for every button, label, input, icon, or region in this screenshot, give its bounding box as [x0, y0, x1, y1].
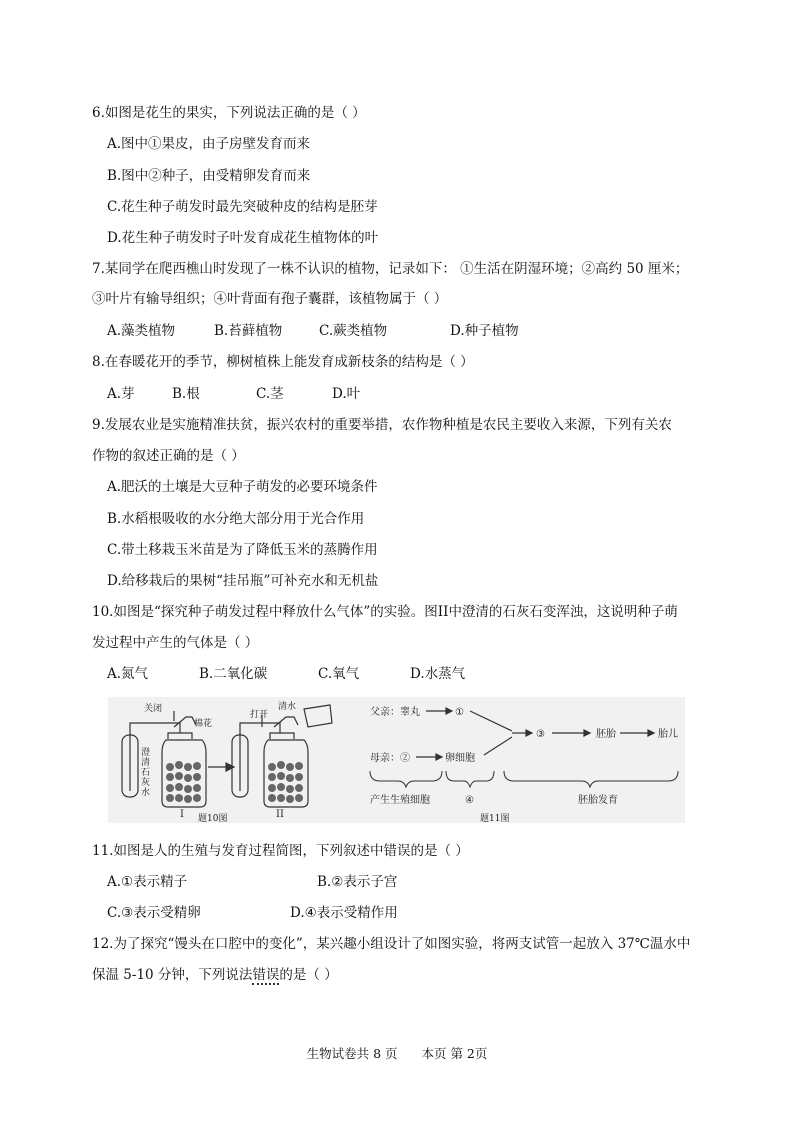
- question-7-option-b: B.苔藓植物: [214, 323, 283, 339]
- question-9-stem-line-1: 9.发展农业是实施精准扶贫，振兴农村的重要举措，农作物种植是农民主要收入来源，下列有关农: [92, 417, 672, 433]
- question-8-option-d: D.叶: [332, 386, 361, 402]
- figure-10-caption: 题10图: [198, 814, 228, 823]
- question-11-option-d: D.④表示受精作用: [290, 905, 398, 921]
- question-11-option-c: C.③表示受精卵: [107, 905, 201, 921]
- question-12-emphasis: 错误: [252, 967, 280, 983]
- question-10-stem-line-1: 10.如图是“探究种子萌发过程中释放什么气体”的实验。图II中澄清的石灰石变浑浊，这说明种子萌: [92, 604, 678, 620]
- question-6-option-a: A.图中①果皮，由子房壁发育而来: [107, 136, 311, 152]
- figure-11-egg-label: 卵细胞: [445, 753, 475, 764]
- figure-11-mother-label: 母亲：②: [370, 753, 410, 764]
- question-6-stem: 6.如图是花生的果实，下列说法正确的是（ ）: [92, 105, 366, 121]
- question-6-option-b: B.图中②种子，由受精卵发育而来: [107, 168, 311, 184]
- question-10-option-d: D.水蒸气: [410, 666, 466, 682]
- figure-10-seeds-1: [166, 761, 201, 803]
- figure-10-water-label: 清水: [278, 702, 297, 712]
- figure-10-seeds-2: [268, 761, 303, 803]
- question-7-stem-line-2: ③叶片有输导组织；④叶背面有孢子囊群，该植物属于（ ）: [92, 291, 448, 307]
- question-8-option-b: B.根: [172, 386, 200, 402]
- figure-11-embryo-label: 胚胎: [596, 729, 616, 740]
- figure-10-arrow: [208, 763, 234, 771]
- figure-11-braces: [370, 771, 678, 787]
- question-11-stem: 11.如图是人的生殖与发育过程简图，下列叙述中错误的是（ ）: [92, 843, 469, 859]
- question-6-option-d: D.花生种子萌发时子叶发育成花生植物体的叶: [107, 230, 379, 246]
- question-6-option-c: C.花生种子萌发时最先突破种皮的结构是胚芽: [107, 199, 378, 215]
- limewater-char-2: 清: [141, 757, 151, 767]
- question-10-stem-line-2: 发过程中产生的气体是（ ）: [92, 635, 259, 651]
- question-8-option-a: A.芽: [107, 386, 135, 402]
- question-7-option-c: C.蕨类植物: [319, 323, 388, 339]
- figure-10-apparatus-2: [232, 705, 332, 807]
- figure-11-father-label: 父亲：睾丸: [370, 707, 420, 718]
- question-7-option-a: A.藻类植物: [107, 323, 176, 339]
- limewater-char-4: 灰: [141, 777, 151, 787]
- limewater-char-1: 澄: [141, 747, 151, 757]
- question-12-stem-part-1: 保温 5-10 分钟，下列说法: [92, 967, 253, 983]
- figure-10-open-label: 打开: [250, 710, 269, 720]
- question-11-option-b: B.②表示子宫: [317, 874, 398, 890]
- page-footer: [0, 1044, 794, 1062]
- figure-10-roman-2: II: [276, 809, 284, 820]
- question-10-option-a: A.氮气: [107, 666, 149, 682]
- figure-11-baby-label: 胎儿: [658, 729, 678, 740]
- question-12-stem-line-2: [92, 966, 338, 984]
- figures-svg: [108, 697, 685, 823]
- limewater-char-5: 水: [141, 787, 151, 797]
- question-12-stem-part-2: 的是（ ）: [279, 967, 338, 983]
- question-9-option-d: D.给移栽后的果树“挂吊瓶”可补充水和无机盐: [107, 573, 379, 589]
- question-11-option-a: A.①表示精子: [107, 874, 188, 890]
- footer-current-page: 本页 第 2页: [421, 1046, 488, 1061]
- figure-strip: [108, 697, 685, 823]
- question-9-option-a: A.肥沃的土壤是大豆种子萌发的必要环境条件: [107, 479, 378, 495]
- question-7-option-d: D.种子植物: [450, 323, 519, 339]
- figure-11-development-label: 胚胎发育: [578, 795, 618, 806]
- question-12-stem-line-1: 12.为了探究“馒头在口腔中的变化”，某兴趣小组设计了如图实验，将两支试管一起放入 37℃温水中: [92, 936, 691, 952]
- figure-11-circle-4: ④: [465, 795, 474, 806]
- figure-11-circle-3: ③: [536, 729, 545, 740]
- figure-10-cotton-label: 棉花: [194, 719, 213, 729]
- limewater-char-3: 石: [141, 767, 151, 777]
- figure-10-close-label: 关闭: [144, 704, 163, 714]
- question-7-stem-line-1: 7.某同学在爬西樵山时发现了一株不认识的植物，记录如下： ①生活在阴湿环境；②高约 50 厘米；: [92, 261, 689, 277]
- figure-11-gametes-label: 产生生殖细胞: [370, 795, 430, 806]
- question-9-option-c: C.带土移栽玉米苗是为了降低玉米的蒸腾作用: [107, 542, 378, 558]
- question-10-option-b: B.二氧化碳: [199, 666, 268, 682]
- question-9-stem-line-2: 作物的叙述正确的是（ ）: [92, 448, 245, 464]
- figure-11-circle-1: ①: [455, 707, 464, 718]
- question-9-option-b: B.水稻根吸收的水分绝大部分用于光合作用: [107, 511, 365, 527]
- question-8-option-c: C.茎: [256, 386, 284, 402]
- footer-total-pages: 生物试卷共 8 页: [306, 1046, 398, 1061]
- figure-10-limewater-labels: [141, 746, 150, 797]
- figure-11-caption: 题11图: [480, 814, 510, 823]
- question-8-stem: 8.在春暖花开的季节，柳树植株上能发育成新枝条的结构是（ ）: [92, 354, 474, 370]
- question-10-option-c: C.氧气: [318, 666, 360, 682]
- figure-10-roman-1: I: [180, 809, 184, 820]
